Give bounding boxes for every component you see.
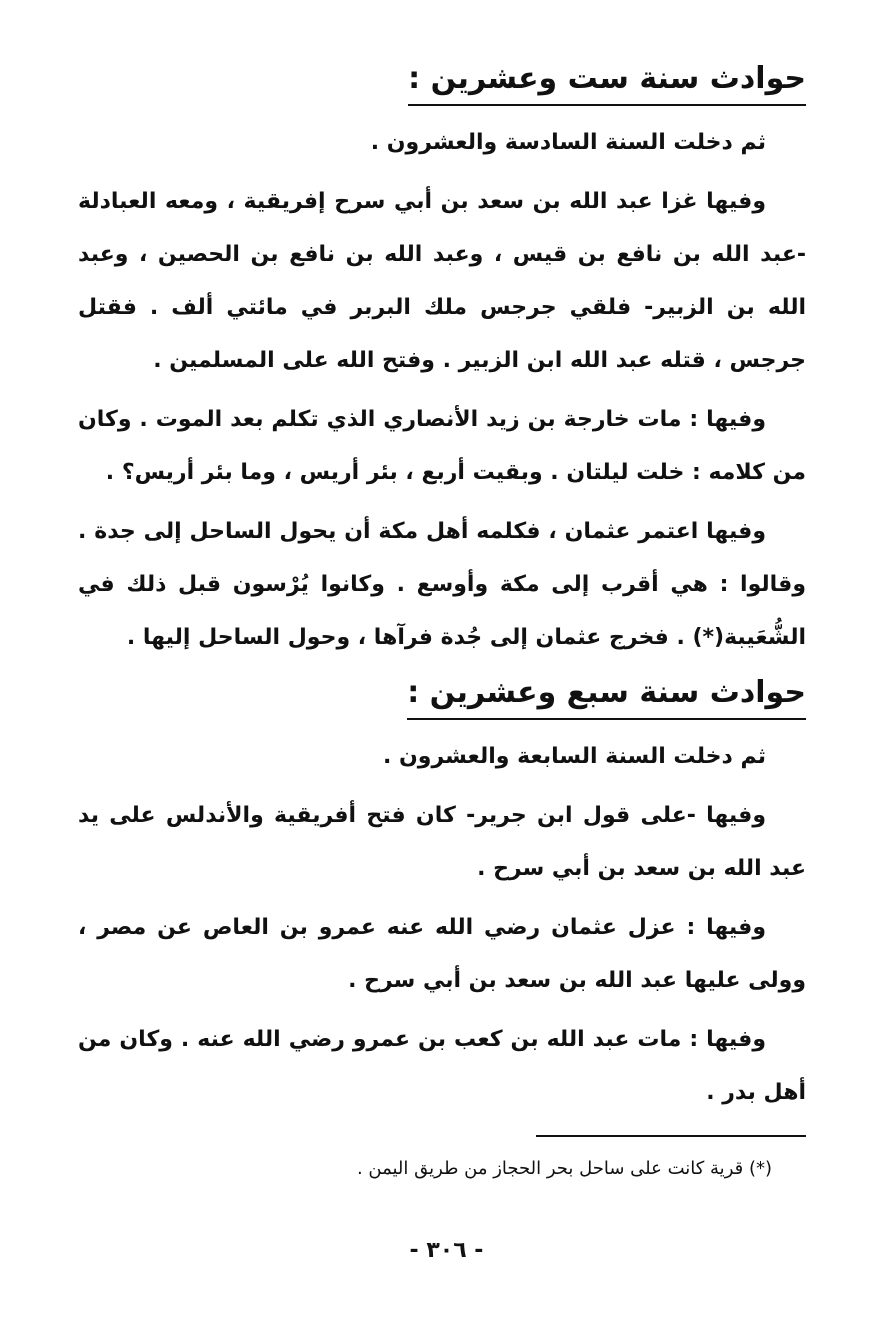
section-heading-wrap [78, 670, 806, 720]
paragraph: وفيها : مات خارجة بن زيد الأنصاري الذي تكلم بعد الموت . وكان من كلامه : خلت ليلتان . وبقيت أربع ، بئر أريس ، وما بئر أريس؟ . [78, 407, 806, 485]
paragraph: وفيها -على قول ابن جرير- كان فتح أفريقية والأندلس على يد عبد الله بن سعد بن أبي سرح . [78, 803, 806, 881]
section-heading: حوادث سنة ست وعشرين : [408, 56, 806, 106]
paragraph: ثم دخلت السنة السادسة والعشرون . [370, 130, 766, 155]
paragraph: وفيها : عزل عثمان رضي الله عنه عمرو بن العاص عن مصر ، وولى عليها عبد الله بن سعد بن أبي سرح . [78, 915, 806, 993]
section-heading: حوادث سنة سبع وعشرين : [407, 670, 806, 720]
paragraph: وفيها اعتمر عثمان ، فكلمه أهل مكة أن يحول الساحل إلى جدة . وقالوا : هي أقرب إلى مكة وأوسع . وكانوا يُرْسون قبل ذلك في الشُّعَيبة(*) . فخرج عثمان إلى جُدة فرآها ، وحول الساحل إليها . [78, 519, 806, 650]
footnote-divider [536, 1135, 806, 1137]
page-body [78, 56, 806, 1183]
paragraph: ثم دخلت السنة السابعة والعشرون . [383, 744, 766, 769]
footnote: (*) قرية كانت على ساحل بحر الحجاز من طريق اليمن . [356, 1158, 772, 1179]
paragraph: وفيها : مات عبد الله بن كعب بن عمرو رضي الله عنه . وكان من أهل بدر . [78, 1027, 806, 1105]
page-number: - ٣٠٦ - [409, 1238, 484, 1263]
section-heading-wrap [78, 56, 806, 106]
paragraph: وفيها غزا عبد الله بن سعد بن أبي سرح إفريقية ، ومعه العبادلة -عبد الله بن نافع بن قيس ، وعبد الله بن نافع بن الحصين ، وعبد الله بن الزبير- فلقي جرجس ملك البربر في مائتي ألف . فقتل جرجس ، قتله عبد الله ابن الزبير . وفتح الله على المسلمين . [78, 189, 806, 373]
